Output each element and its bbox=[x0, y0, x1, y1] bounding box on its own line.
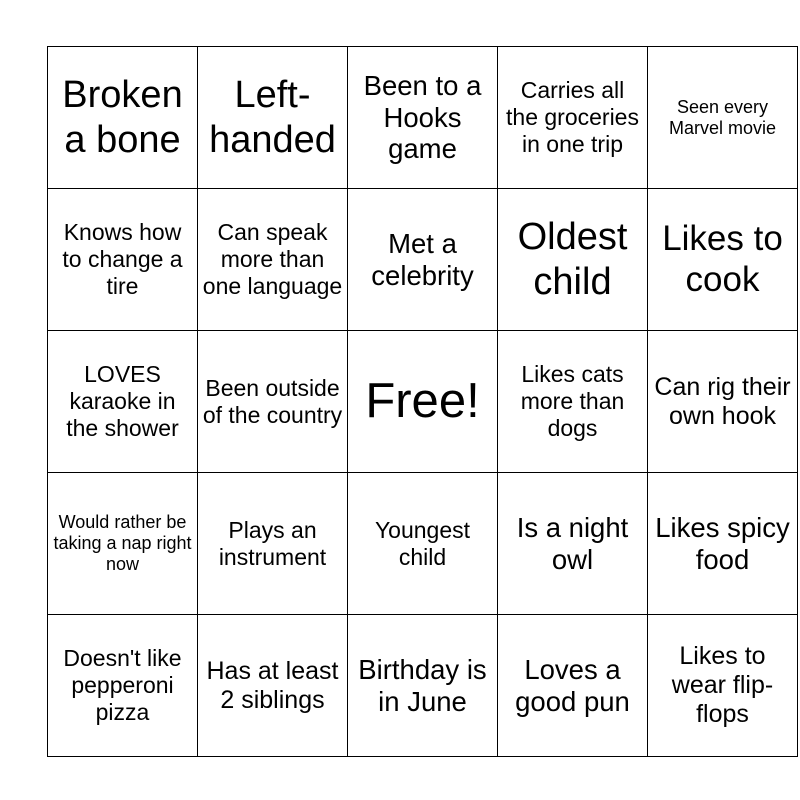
board-row bbox=[48, 473, 798, 615]
board-row bbox=[48, 189, 798, 331]
bingo-cell[interactable]: Has at least 2 siblings bbox=[198, 615, 348, 757]
bingo-cell[interactable]: Loves a good pun bbox=[498, 615, 648, 757]
bingo-cell[interactable]: LOVES karaoke in the shower bbox=[48, 331, 198, 473]
bingo-cell[interactable]: Met a celebrity bbox=[348, 189, 498, 331]
board-row bbox=[48, 615, 798, 757]
bingo-cell[interactable]: Carries all the groceries in one trip bbox=[498, 47, 648, 189]
free-space[interactable]: Free! bbox=[348, 331, 498, 473]
bingo-cell[interactable]: Been to a Hooks game bbox=[348, 47, 498, 189]
bingo-cell[interactable]: Likes spicy food bbox=[648, 473, 798, 615]
board-row bbox=[48, 331, 798, 473]
bingo-cell[interactable]: Broken a bone bbox=[48, 47, 198, 189]
bingo-board bbox=[47, 46, 798, 757]
bingo-cell[interactable]: Oldest child bbox=[498, 189, 648, 331]
bingo-cell[interactable]: Likes to wear flip-flops bbox=[648, 615, 798, 757]
bingo-cell[interactable]: Can speak more than one language bbox=[198, 189, 348, 331]
bingo-cell[interactable]: Youngest child bbox=[348, 473, 498, 615]
bingo-cell[interactable]: Can rig their own hook bbox=[648, 331, 798, 473]
bingo-cell[interactable]: Likes to cook bbox=[648, 189, 798, 331]
bingo-cell[interactable]: Seen every Marvel movie bbox=[648, 47, 798, 189]
bingo-cell[interactable]: Would rather be taking a nap right now bbox=[48, 473, 198, 615]
board-row bbox=[48, 47, 798, 189]
bingo-cell[interactable]: Is a night owl bbox=[498, 473, 648, 615]
bingo-cell[interactable]: Plays an instrument bbox=[198, 473, 348, 615]
bingo-cell[interactable]: Doesn't like pepperoni pizza bbox=[48, 615, 198, 757]
bingo-cell[interactable]: Left-handed bbox=[198, 47, 348, 189]
bingo-cell[interactable]: Knows how to change a tire bbox=[48, 189, 198, 331]
bingo-cell[interactable]: Been outside of the country bbox=[198, 331, 348, 473]
bingo-cell[interactable]: Birthday is in June bbox=[348, 615, 498, 757]
bingo-cell[interactable]: Likes cats more than dogs bbox=[498, 331, 648, 473]
